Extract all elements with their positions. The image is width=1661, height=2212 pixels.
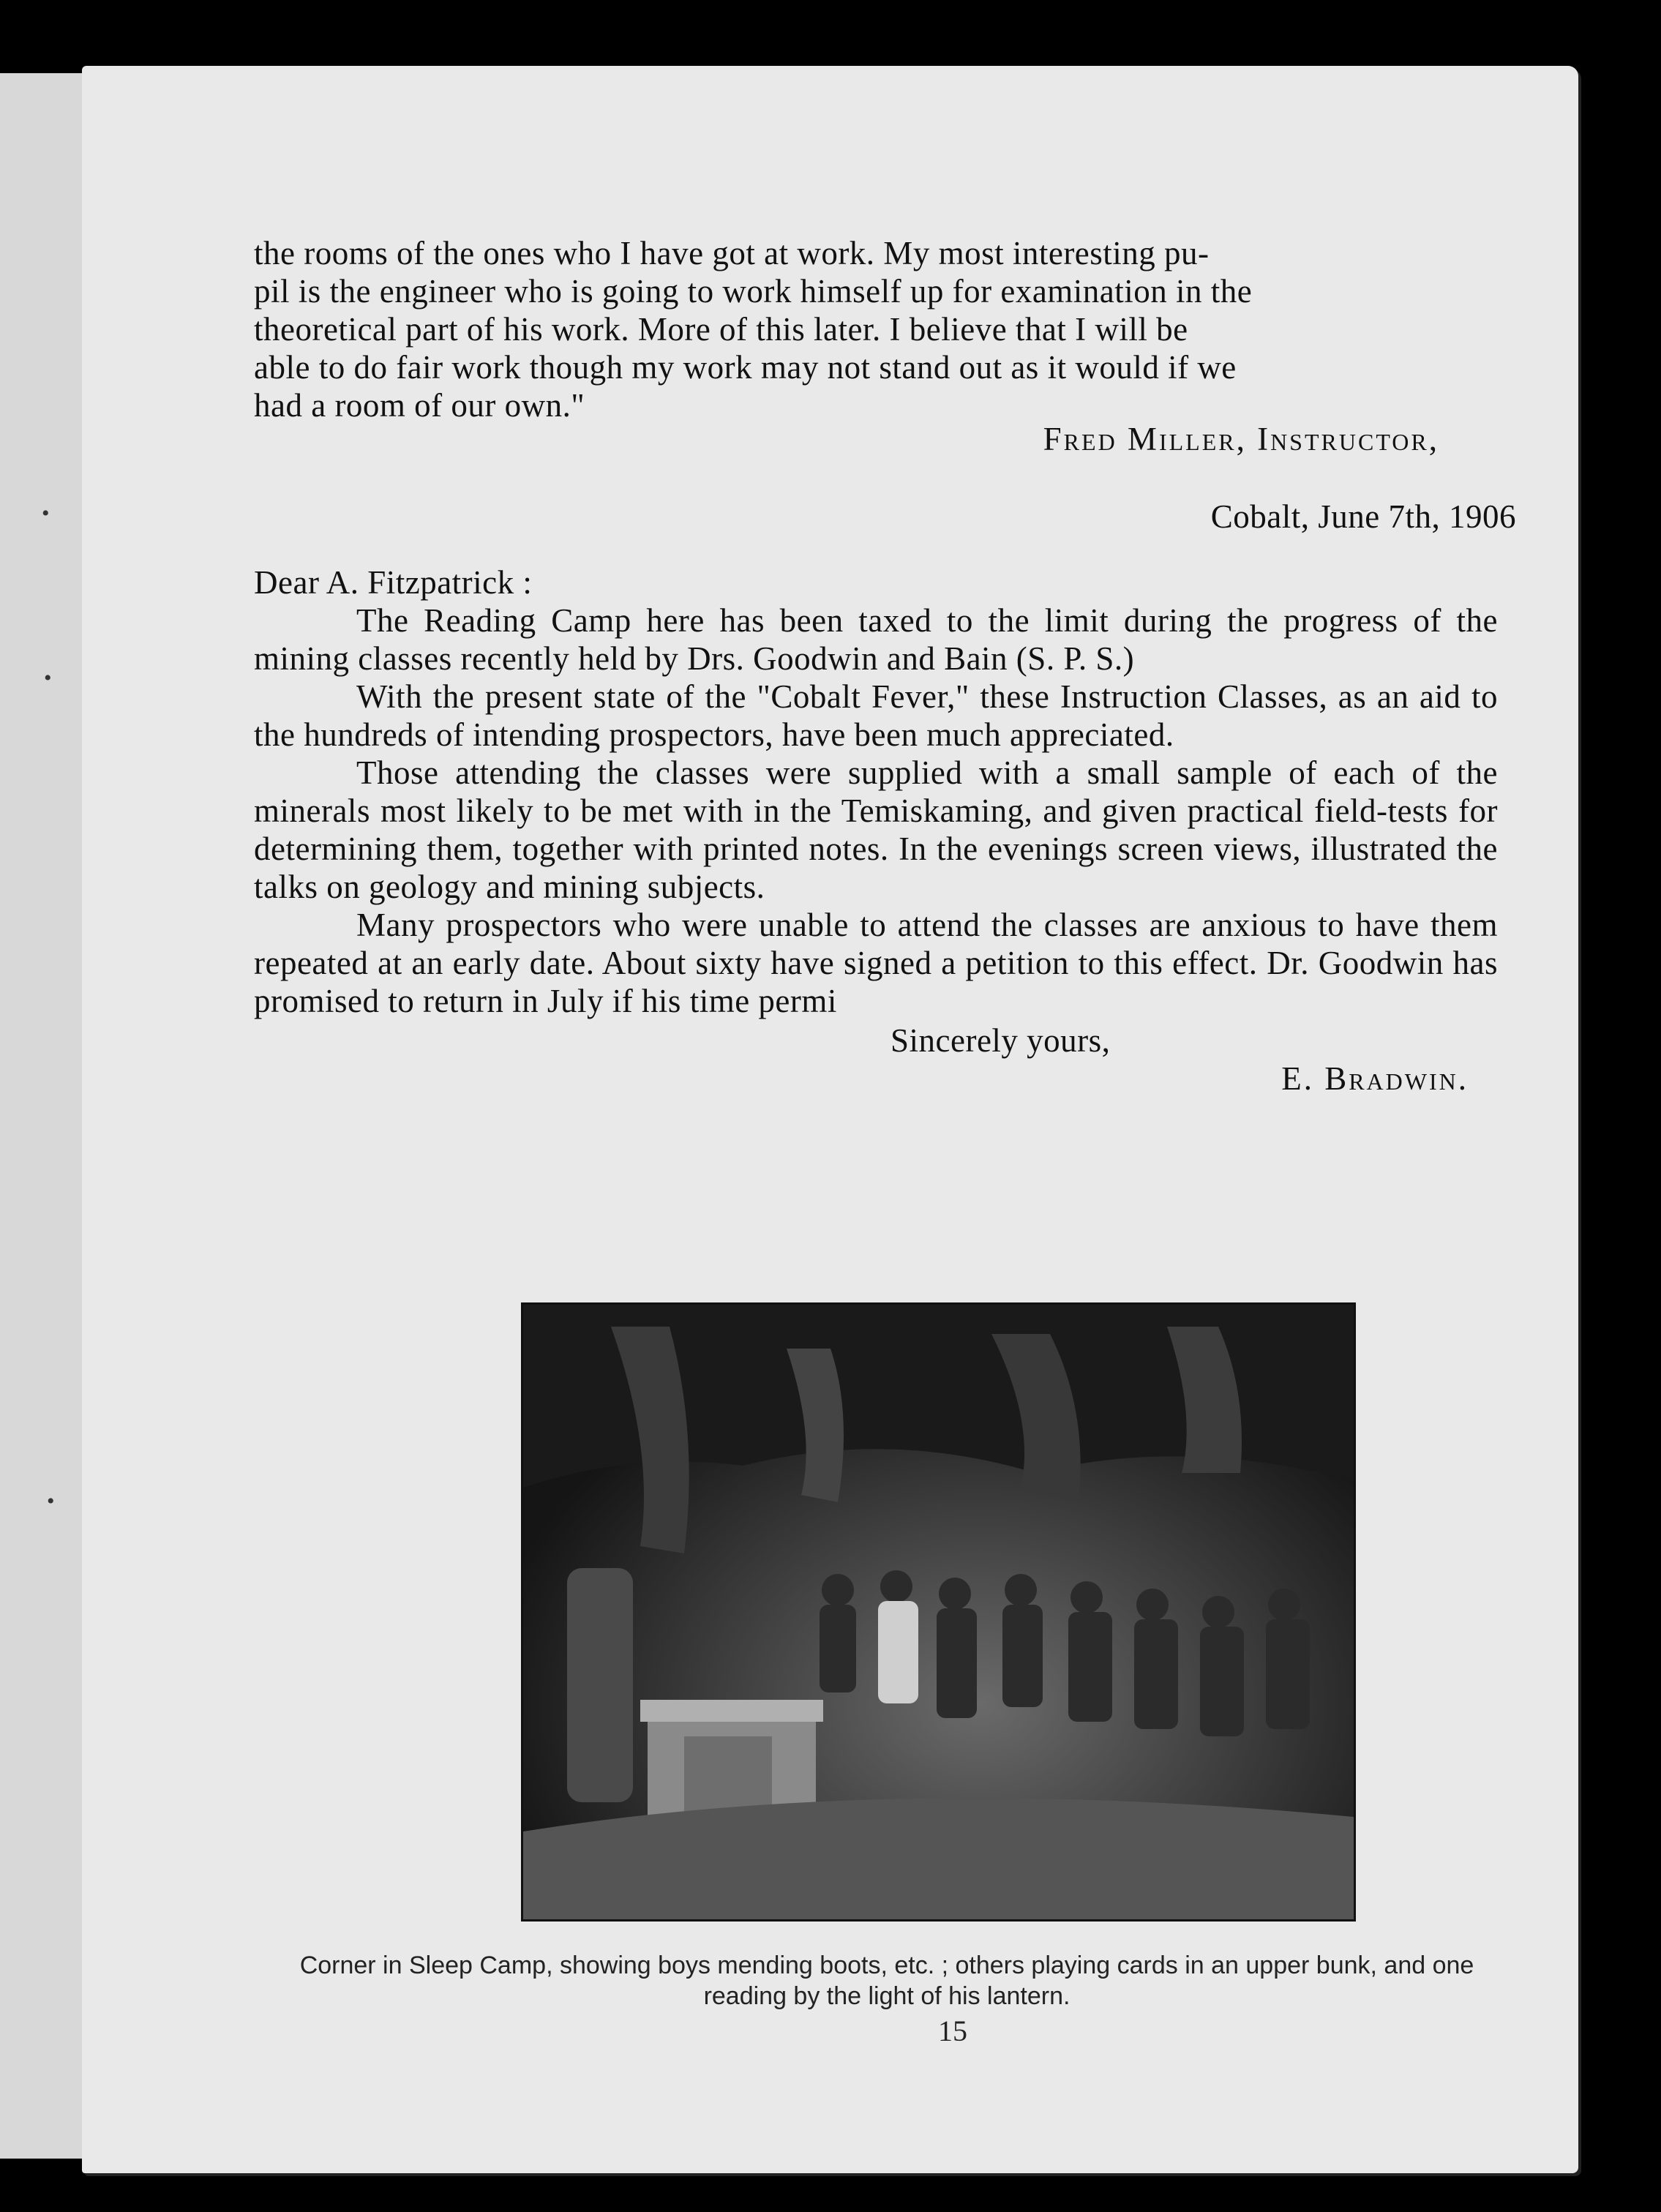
letter-two-paragraph: With the present state of the "Cobalt Fever," these Instruction Classes, as an aid to the hundreds of intending prospectors, have been much appreciated. — [254, 678, 1498, 753]
letter-two — [254, 498, 1516, 1098]
sleep-camp-photo — [521, 1302, 1356, 1922]
letter-two-paragraph: Those attending the classes were supplied with a small sample of each of the minerals most likely to be met with in the Temiskaming, and given practical field-tests for determining them, together with printed notes. In the evenings screen views, illustrated the talks on geology and mining subjects. — [254, 754, 1498, 905]
photo-caption: Corner in Sleep Camp, showing boys mending boots, etc. ; others playing cards in an upper bunk, and one reading by the light of his lantern. — [299, 1952, 1474, 2010]
margin-mark: • — [47, 1489, 55, 1513]
letter-two-salutation: Dear A. Fitzpatrick : — [254, 564, 533, 601]
letter-one-line: able to do fair work though my work may not stand out as it would if we — [254, 349, 1237, 386]
margin-mark: • — [44, 666, 52, 690]
letter-two-closing: Sincerely yours, — [891, 1022, 1111, 1059]
letter-two-dateline: Cobalt, June 7th, 1906 — [1210, 498, 1516, 535]
page-number: 15 — [938, 2014, 967, 2047]
document-page — [42, 66, 1578, 2173]
margin-mark: • — [42, 501, 50, 525]
letter-two-signature: E. Bradwin. — [1281, 1060, 1469, 1097]
letter-two-paragraph: Many prospectors who were unable to attend the classes are anxious to have them repeated at an early date. About sixty have signed a petition to this effect. Dr. Goodwin has promised to return in July if his time permi — [254, 907, 1498, 1019]
letter-one-line: had a room of our own." — [254, 387, 585, 424]
letter-one-signature: Fred Miller, Instructor, — [1043, 421, 1439, 457]
letter-two-paragraph: The Reading Camp here has been taxed to the limit during the progress of the mining classes recently held by Drs. Goodwin and Bain (S. P. S.) — [254, 602, 1498, 677]
letter-one — [254, 234, 1498, 458]
letter-one-line: the rooms of the ones who I have got at work. My most interesting pu- — [254, 235, 1210, 271]
letter-one-line: theoretical part of his work. More of this later. I believe that I will be — [254, 311, 1188, 348]
letter-one-line: pil is the engineer who is going to work himself up for examination in the — [254, 273, 1253, 310]
facing-page-edge — [0, 73, 84, 2159]
photo-illustration — [523, 1305, 1354, 1919]
